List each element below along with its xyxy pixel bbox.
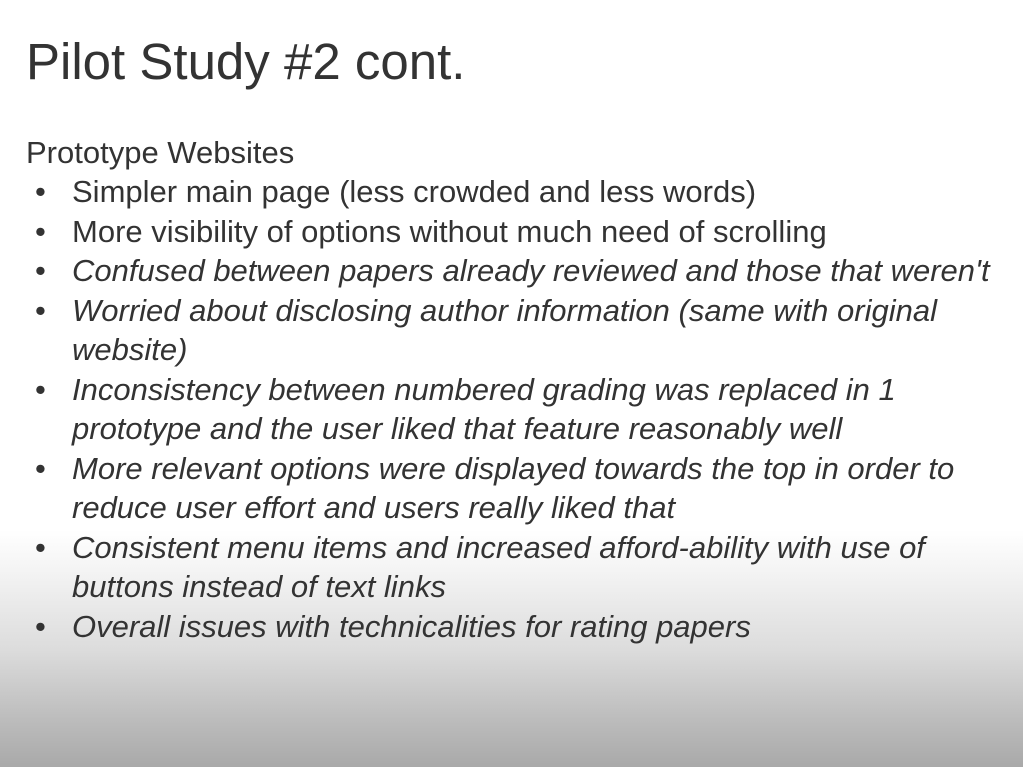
slide-subheading: Prototype Websites [26,135,295,170]
slide-title: Pilot Study #2 cont. [26,33,466,90]
bullet-item [26,607,1001,647]
bullet-list [26,172,1001,646]
bullet-text: Worried about disclosing author information (same with original website) [72,292,937,367]
bullet-item [26,172,1001,212]
bullet-dot-icon: • [35,213,46,249]
bullet-dot-icon: • [35,529,46,565]
bullet-text: Consistent menu items and increased afford-ability with use of buttons instead of text links [72,529,925,604]
bullet-text: More relevant options were displayed towards the top in order to reduce user effort and users really liked that [72,450,955,525]
bullet-item [26,212,1001,252]
bullet-text: Overall issues with technicalities for rating papers [72,608,751,644]
bullet-item [26,528,1001,607]
bullet-dot-icon: • [35,253,46,288]
bullet-text: More visibility of options without much need of scrolling [72,213,827,249]
bullet-dot-icon: • [35,174,46,209]
bullet-dot-icon: • [35,371,46,407]
bullet-item [26,370,1001,449]
bullet-dot-icon: • [35,450,46,486]
bullet-dot-icon: • [35,292,46,328]
bullet-text: Confused between papers already reviewed and those that weren't [72,253,990,288]
bullet-dot-icon: • [35,608,46,644]
bullet-item [26,449,1001,528]
bullet-item [26,251,1001,291]
bullet-text: Inconsistency between numbered grading was replaced in 1 prototype and the user liked that feature reasonably well [72,371,896,446]
bullet-item [26,291,1001,370]
bullet-text: Simpler main page (less crowded and less words) [72,174,757,209]
